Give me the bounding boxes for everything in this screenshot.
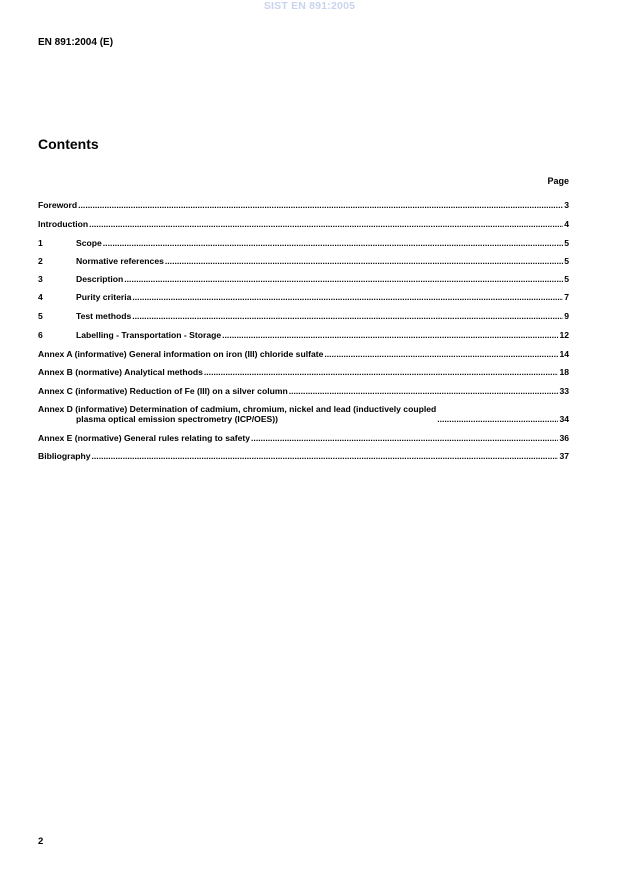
toc-entry-title: Description bbox=[76, 274, 124, 284]
page-number: 2 bbox=[38, 836, 44, 847]
toc-entry-page: 7 bbox=[564, 292, 569, 302]
toc-entry-page: 5 bbox=[564, 274, 569, 284]
toc-entry-title-block bbox=[76, 292, 131, 302]
toc-entry-title-block bbox=[38, 451, 91, 461]
toc-entry-title-block bbox=[76, 238, 102, 248]
toc-entry-title: Bibliography bbox=[38, 451, 91, 461]
toc-dot-leader bbox=[222, 330, 558, 340]
toc-entry-title-block bbox=[38, 433, 250, 443]
toc-entry-title: Annex A (informative) General information on iron (III) chloride sulfate bbox=[38, 349, 324, 359]
toc-dot-leader bbox=[89, 219, 563, 229]
toc-entry-page: 5 bbox=[564, 238, 569, 248]
toc-entry[interactable] bbox=[38, 238, 569, 248]
toc-entry-page: 37 bbox=[559, 451, 569, 461]
toc-dot-leader bbox=[437, 414, 558, 424]
toc-entry-page: 9 bbox=[564, 311, 569, 321]
toc-entry[interactable] bbox=[38, 256, 569, 266]
toc-entry-title-block bbox=[38, 367, 203, 377]
toc-entry-title: Annex E (normative) General rules relating to safety bbox=[38, 433, 251, 443]
toc-entry-title-block bbox=[76, 330, 221, 340]
toc-entry-page: 36 bbox=[559, 433, 569, 443]
toc-entry[interactable] bbox=[38, 274, 569, 284]
toc-entry-title: Purity criteria bbox=[76, 292, 132, 302]
toc-entry[interactable] bbox=[38, 219, 569, 229]
toc-dot-leader bbox=[103, 238, 563, 248]
toc-entry-title-block bbox=[38, 386, 288, 396]
toc-entry[interactable] bbox=[38, 367, 569, 377]
toc-entry-title: Annex D (informative) Determination of cadmium, chromium, nickel and lead (inductively coupled bbox=[38, 404, 437, 414]
toc-entry-page: 14 bbox=[559, 349, 569, 359]
toc-entry-title: Labelling - Transportation - Storage bbox=[76, 330, 222, 340]
toc-entry[interactable] bbox=[38, 330, 569, 340]
toc-entry-page: 18 bbox=[559, 367, 569, 377]
toc-entry-number: 2 bbox=[38, 256, 43, 266]
page-title: Contents bbox=[38, 136, 99, 152]
toc-entry-page: 33 bbox=[559, 386, 569, 396]
toc-dot-leader bbox=[132, 292, 563, 302]
toc-dot-leader bbox=[124, 274, 563, 284]
toc-entry-title: Annex B (normative) Analytical methods bbox=[38, 367, 203, 377]
toc-dot-leader bbox=[78, 200, 563, 210]
toc-entry[interactable] bbox=[38, 433, 569, 443]
toc-dot-leader bbox=[92, 451, 559, 461]
toc-entry-title-block bbox=[38, 219, 88, 229]
toc-entry-number: 5 bbox=[38, 311, 43, 321]
toc-entry[interactable] bbox=[38, 451, 569, 461]
toc-entry-title-block bbox=[76, 256, 164, 266]
toc-entry[interactable] bbox=[38, 404, 569, 424]
document-id: EN 891:2004 (E) bbox=[38, 37, 114, 48]
toc-entry[interactable] bbox=[38, 349, 569, 359]
toc-entry-title: Foreword bbox=[38, 200, 78, 210]
toc-dot-leader bbox=[289, 386, 559, 396]
toc-entry-number: 3 bbox=[38, 274, 43, 284]
toc-entry-title: Introduction bbox=[38, 219, 89, 229]
toc-entry-page: 4 bbox=[564, 219, 569, 229]
watermark: SIST EN 891:2005 bbox=[263, 0, 356, 12]
table-of-contents bbox=[38, 192, 569, 461]
toc-entry-title: Test methods bbox=[76, 311, 132, 321]
toc-entry[interactable] bbox=[38, 292, 569, 302]
toc-entry-page: 34 bbox=[559, 414, 569, 424]
page-column-label: Page bbox=[547, 176, 569, 186]
toc-entry[interactable] bbox=[38, 311, 569, 321]
toc-entry-title-block bbox=[38, 200, 77, 210]
toc-entry-page: 3 bbox=[564, 200, 569, 210]
toc-entry-title-continuation: plasma optical emission spectrometry (ICP/OES)) bbox=[76, 414, 279, 424]
toc-entry-title-block bbox=[38, 404, 436, 424]
toc-entry-title: Scope bbox=[76, 238, 102, 248]
toc-dot-leader bbox=[132, 311, 563, 321]
toc-entry-title-block bbox=[76, 274, 123, 284]
toc-entry-number: 4 bbox=[38, 292, 43, 302]
toc-dot-leader bbox=[204, 367, 559, 377]
toc-dot-leader bbox=[165, 256, 563, 266]
toc-entry-number: 1 bbox=[38, 238, 43, 248]
toc-dot-leader bbox=[324, 349, 558, 359]
toc-entry-title-block bbox=[76, 311, 131, 321]
toc-dot-leader bbox=[251, 433, 558, 443]
toc-entry-page: 5 bbox=[564, 256, 569, 266]
toc-entry[interactable] bbox=[38, 386, 569, 396]
toc-entry-number: 6 bbox=[38, 330, 43, 340]
toc-entry[interactable] bbox=[38, 200, 569, 210]
toc-entry-page: 12 bbox=[559, 330, 569, 340]
toc-entry-title-block bbox=[38, 349, 323, 359]
toc-entry-title: Annex C (informative) Reduction of Fe (III) on a silver column bbox=[38, 386, 288, 396]
toc-entry-title: Normative references bbox=[76, 256, 164, 266]
